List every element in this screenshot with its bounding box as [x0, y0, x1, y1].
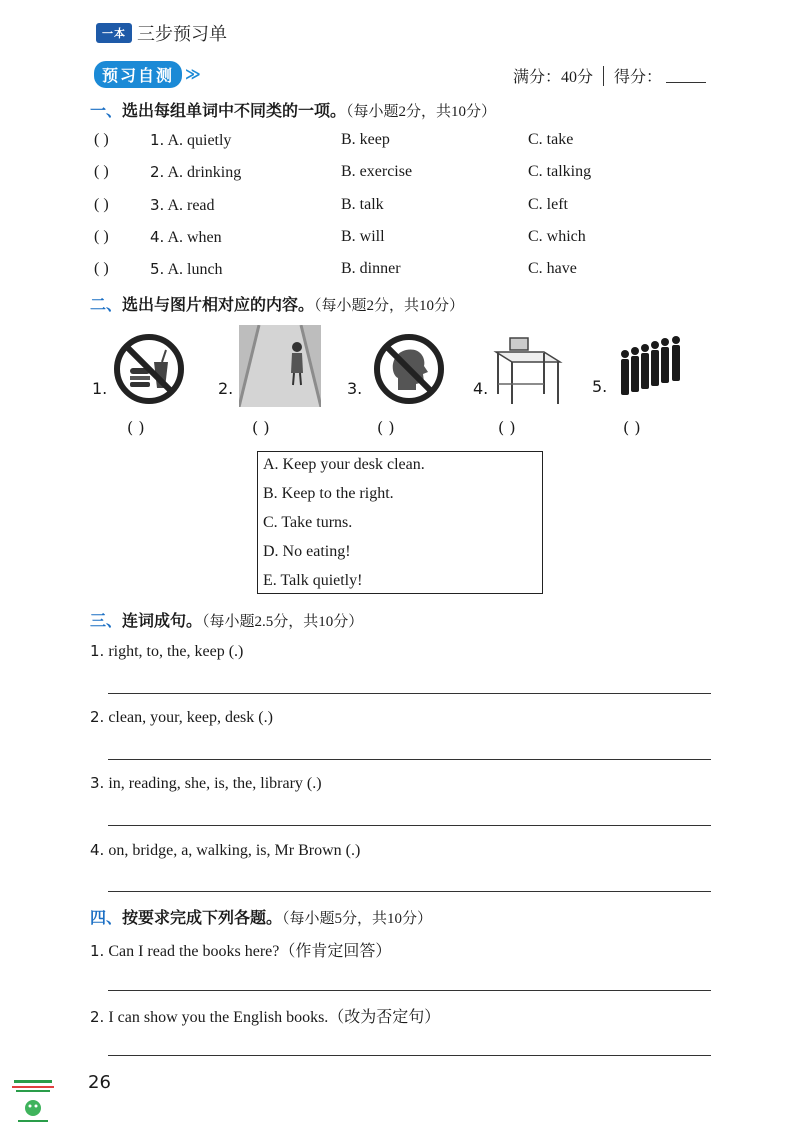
- option-a: A. lunch: [167, 261, 223, 278]
- picture-answer-paren[interactable]: ( ): [377, 418, 395, 437]
- part1-row: [94, 131, 714, 155]
- part3-item: [90, 841, 360, 860]
- option-c: C. which: [528, 228, 586, 245]
- preview-banner: [94, 62, 201, 86]
- part3-note: （每小题2.5分，共10分）: [202, 614, 364, 630]
- part1-title: [90, 98, 496, 121]
- girl-on-bridge-photo: [239, 325, 321, 407]
- no-talking-sign-icon: [372, 332, 446, 406]
- word-list: in, reading, she, is, the, library (.): [108, 775, 322, 792]
- question-number: 2.: [150, 163, 165, 181]
- option-a: A. when: [167, 229, 222, 246]
- score-label: 得分：: [613, 69, 662, 86]
- question-number: 3.: [150, 196, 165, 214]
- part2-note: （每小题2分，共10分）: [314, 298, 465, 314]
- word-list: clean, your, keep, desk (.): [108, 709, 273, 726]
- answer-paren[interactable]: ( ): [94, 228, 109, 245]
- picture-number: 4.: [473, 379, 489, 398]
- score-box: [513, 64, 706, 87]
- word-list: on, bridge, a, walking, is, Mr Brown (.): [108, 842, 361, 859]
- part4-title: [90, 905, 432, 928]
- part3-title: [90, 608, 363, 631]
- part3-item: [90, 708, 273, 727]
- publisher-stamp-icon: [10, 1078, 56, 1128]
- picture-answer-paren[interactable]: ( ): [127, 418, 145, 437]
- picture-number: 1.: [92, 379, 108, 398]
- answer-paren[interactable]: ( ): [94, 196, 109, 213]
- page-number: 26: [88, 1072, 111, 1093]
- part4-item: [90, 938, 391, 961]
- word-list: right, to, the, keep (.): [108, 643, 244, 660]
- question-number: 4.: [150, 228, 165, 246]
- part2-title: [90, 292, 464, 315]
- answer-line[interactable]: [108, 1055, 711, 1056]
- option-a: A. quietly: [167, 132, 232, 149]
- part4-number: 四、: [90, 908, 123, 927]
- part1-row: [94, 260, 714, 284]
- header-title: 三步预习单: [137, 24, 227, 45]
- part3-item: [90, 774, 322, 793]
- question-number: 1.: [90, 642, 105, 660]
- part2-number: 二、: [90, 295, 123, 314]
- double-chevron-icon: ≫: [185, 65, 201, 83]
- picture-number: 2.: [218, 379, 234, 398]
- part2-heading: 选出与图片相对应的内容。: [122, 295, 315, 314]
- part1-number: 一、: [90, 101, 123, 120]
- question-number: 1.: [90, 942, 105, 960]
- answer-line[interactable]: [108, 990, 711, 991]
- part1-row: [94, 163, 714, 187]
- option-item: B. Keep to the right.: [263, 485, 394, 502]
- answer-line[interactable]: [108, 693, 711, 694]
- question-number: 4.: [90, 841, 105, 859]
- option-b: B. will: [341, 228, 385, 245]
- question-text: I can show you the English books.（改为否定句）: [108, 1009, 441, 1026]
- question-number: 5.: [150, 260, 165, 278]
- picture-number: 3.: [347, 379, 363, 398]
- picture-answer-paren[interactable]: ( ): [252, 418, 270, 437]
- desk-icon: [492, 334, 564, 406]
- option-a: A. read: [167, 197, 215, 214]
- score-blank[interactable]: [666, 68, 706, 83]
- picture-answer-paren[interactable]: ( ): [623, 418, 641, 437]
- answer-line[interactable]: [108, 759, 711, 760]
- score-divider: [603, 66, 604, 86]
- answer-line[interactable]: [108, 825, 711, 826]
- option-c: C. have: [528, 260, 577, 277]
- option-c: C. left: [528, 196, 568, 213]
- picture-number: 5.: [592, 377, 608, 396]
- banner-label: 预习自测: [94, 61, 182, 88]
- options-box: [257, 451, 543, 594]
- picture-answer-paren[interactable]: ( ): [498, 418, 516, 437]
- option-c: C. talking: [528, 163, 592, 180]
- part1-row: [94, 228, 714, 252]
- part3-number: 三、: [90, 611, 123, 630]
- part1-note: （每小题2分，共10分）: [346, 104, 497, 120]
- queue-icon: [618, 335, 684, 397]
- part1-row: [94, 196, 714, 220]
- part3-heading: 连词成句。: [122, 611, 203, 630]
- question-number: 1.: [150, 131, 165, 149]
- part1-heading: 选出每组单词中不同类的一项。: [122, 101, 347, 120]
- question-number: 3.: [90, 774, 105, 792]
- option-b: B. exercise: [341, 163, 413, 180]
- series-tag: 一本: [96, 23, 132, 43]
- option-b: B. dinner: [341, 260, 401, 277]
- question-number: 2.: [90, 1008, 105, 1026]
- option-b: B. keep: [341, 131, 390, 148]
- option-b: B. talk: [341, 196, 384, 213]
- option-item: A. Keep your desk clean.: [263, 456, 425, 473]
- full-score: 满分：40分: [512, 69, 593, 86]
- option-item: E. Talk quietly!: [263, 572, 363, 589]
- option-item: D. No eating!: [263, 543, 351, 560]
- question-text: Can I read the books here?（作肯定回答）: [108, 943, 392, 960]
- answer-paren[interactable]: ( ): [94, 260, 109, 277]
- option-a: A. drinking: [167, 164, 242, 181]
- part4-item: [90, 1004, 440, 1027]
- option-item: C. Take turns.: [263, 514, 353, 531]
- question-number: 2.: [90, 708, 105, 726]
- no-eating-sign-icon: [112, 332, 186, 406]
- option-c: C. take: [528, 131, 574, 148]
- part3-item: [90, 642, 243, 661]
- answer-line[interactable]: [108, 891, 711, 892]
- part4-note: （每小题5分，共10分）: [282, 911, 433, 927]
- answer-paren[interactable]: ( ): [94, 131, 109, 148]
- answer-paren[interactable]: ( ): [94, 163, 109, 180]
- part4-heading: 按要求完成下列各题。: [122, 908, 283, 927]
